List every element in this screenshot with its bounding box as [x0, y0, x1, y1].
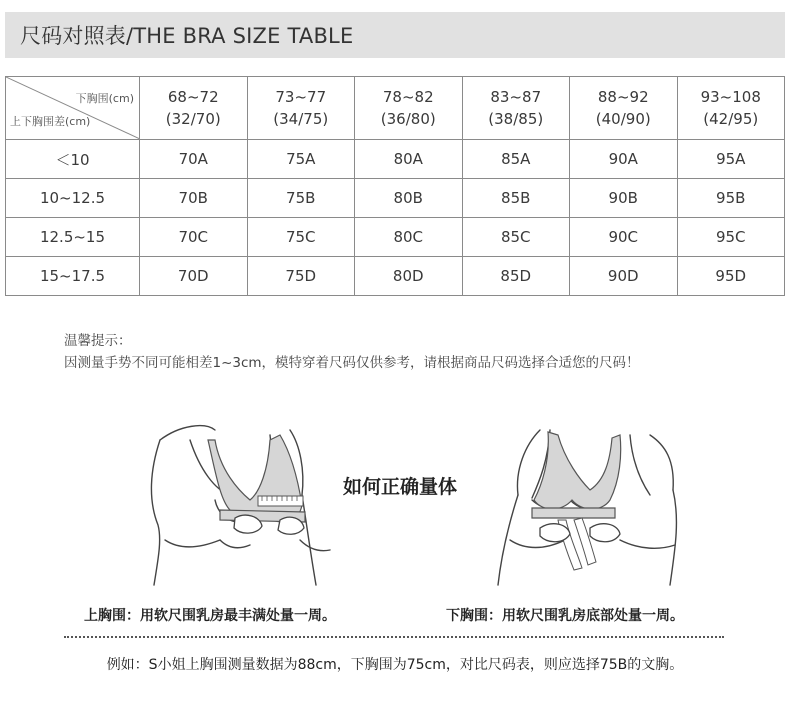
table-row	[6, 257, 785, 296]
column-alt: (40/90)	[595, 110, 651, 128]
size-cell: 75D	[247, 257, 355, 296]
column-header	[247, 77, 355, 140]
page-title: 尺码对照表/THE BRA SIZE TABLE	[20, 24, 354, 48]
size-cell: 70C	[140, 218, 248, 257]
column-header	[677, 77, 785, 140]
size-cell: 95B	[677, 179, 785, 218]
under-bust-label: 下胸围(cm)	[75, 92, 134, 105]
column-range: 68~72	[167, 88, 219, 106]
size-cell: 85B	[462, 179, 570, 218]
example-text: 例如：S小姐上胸围测量数据为88cm，下胸围为75cm，对比尺码表，则应选择75B的文胸。	[106, 657, 684, 673]
size-cell: 85C	[462, 218, 570, 257]
table-row	[6, 179, 785, 218]
column-range: 88~92	[597, 88, 649, 106]
size-cell: 75A	[247, 140, 355, 179]
row-label: 15~17.5	[6, 257, 140, 296]
column-range: 78~82	[382, 88, 434, 106]
size-cell: 85D	[462, 257, 570, 296]
size-cell: 95A	[677, 140, 785, 179]
row-label: 10~12.5	[6, 179, 140, 218]
table-corner-cell	[6, 77, 140, 140]
size-cell: 90D	[570, 257, 678, 296]
table-row	[6, 140, 785, 179]
title-bar	[5, 12, 785, 58]
column-header	[355, 77, 463, 140]
tips-text: 因测量手势不同可能相差1~3cm，模特穿着尺码仅供参考，请根据商品尺码选择合适您的尺码！	[64, 355, 640, 371]
tips-block	[64, 330, 640, 374]
column-alt: (34/75)	[273, 110, 329, 128]
size-cell: 80B	[355, 179, 463, 218]
size-cell: 90B	[570, 179, 678, 218]
size-cell: 95D	[677, 257, 785, 296]
under-bust-illustration	[470, 400, 700, 590]
column-range: 93~108	[700, 88, 761, 106]
size-table	[5, 76, 785, 296]
size-cell: 70B	[140, 179, 248, 218]
size-cell: 75C	[247, 218, 355, 257]
column-alt: (38/85)	[488, 110, 544, 128]
size-cell: 90A	[570, 140, 678, 179]
column-alt: (36/80)	[380, 110, 436, 128]
size-cell: 75B	[247, 179, 355, 218]
under-bust-caption: 下胸围：用软尺围乳房底部处量一周。	[446, 608, 684, 624]
row-label: ＜10	[6, 140, 140, 179]
column-alt: (32/70)	[165, 110, 221, 128]
size-cell: 80C	[355, 218, 463, 257]
size-cell: 70A	[140, 140, 248, 179]
upper-bust-caption: 上胸围：用软尺围乳房最丰满处量一周。	[84, 608, 336, 624]
column-header	[462, 77, 570, 140]
column-header	[140, 77, 248, 140]
column-range: 73~77	[275, 88, 327, 106]
tape-measure-icon	[258, 496, 303, 506]
size-cell: 90C	[570, 218, 678, 257]
size-cell: 80D	[355, 257, 463, 296]
size-cell: 85A	[462, 140, 570, 179]
table-header-row	[6, 77, 785, 140]
column-alt: (42/95)	[703, 110, 759, 128]
column-header	[570, 77, 678, 140]
column-range: 83~87	[490, 88, 542, 106]
tips-title: 温馨提示：	[64, 333, 132, 349]
size-cell: 70D	[140, 257, 248, 296]
bust-diff-label: 上下胸围差(cm)	[10, 115, 91, 128]
row-label: 12.5~15	[6, 218, 140, 257]
size-cell: 95C	[677, 218, 785, 257]
measure-title: 如何正确量体	[342, 476, 457, 498]
size-cell: 80A	[355, 140, 463, 179]
dotted-divider	[64, 636, 724, 638]
table-row	[6, 218, 785, 257]
